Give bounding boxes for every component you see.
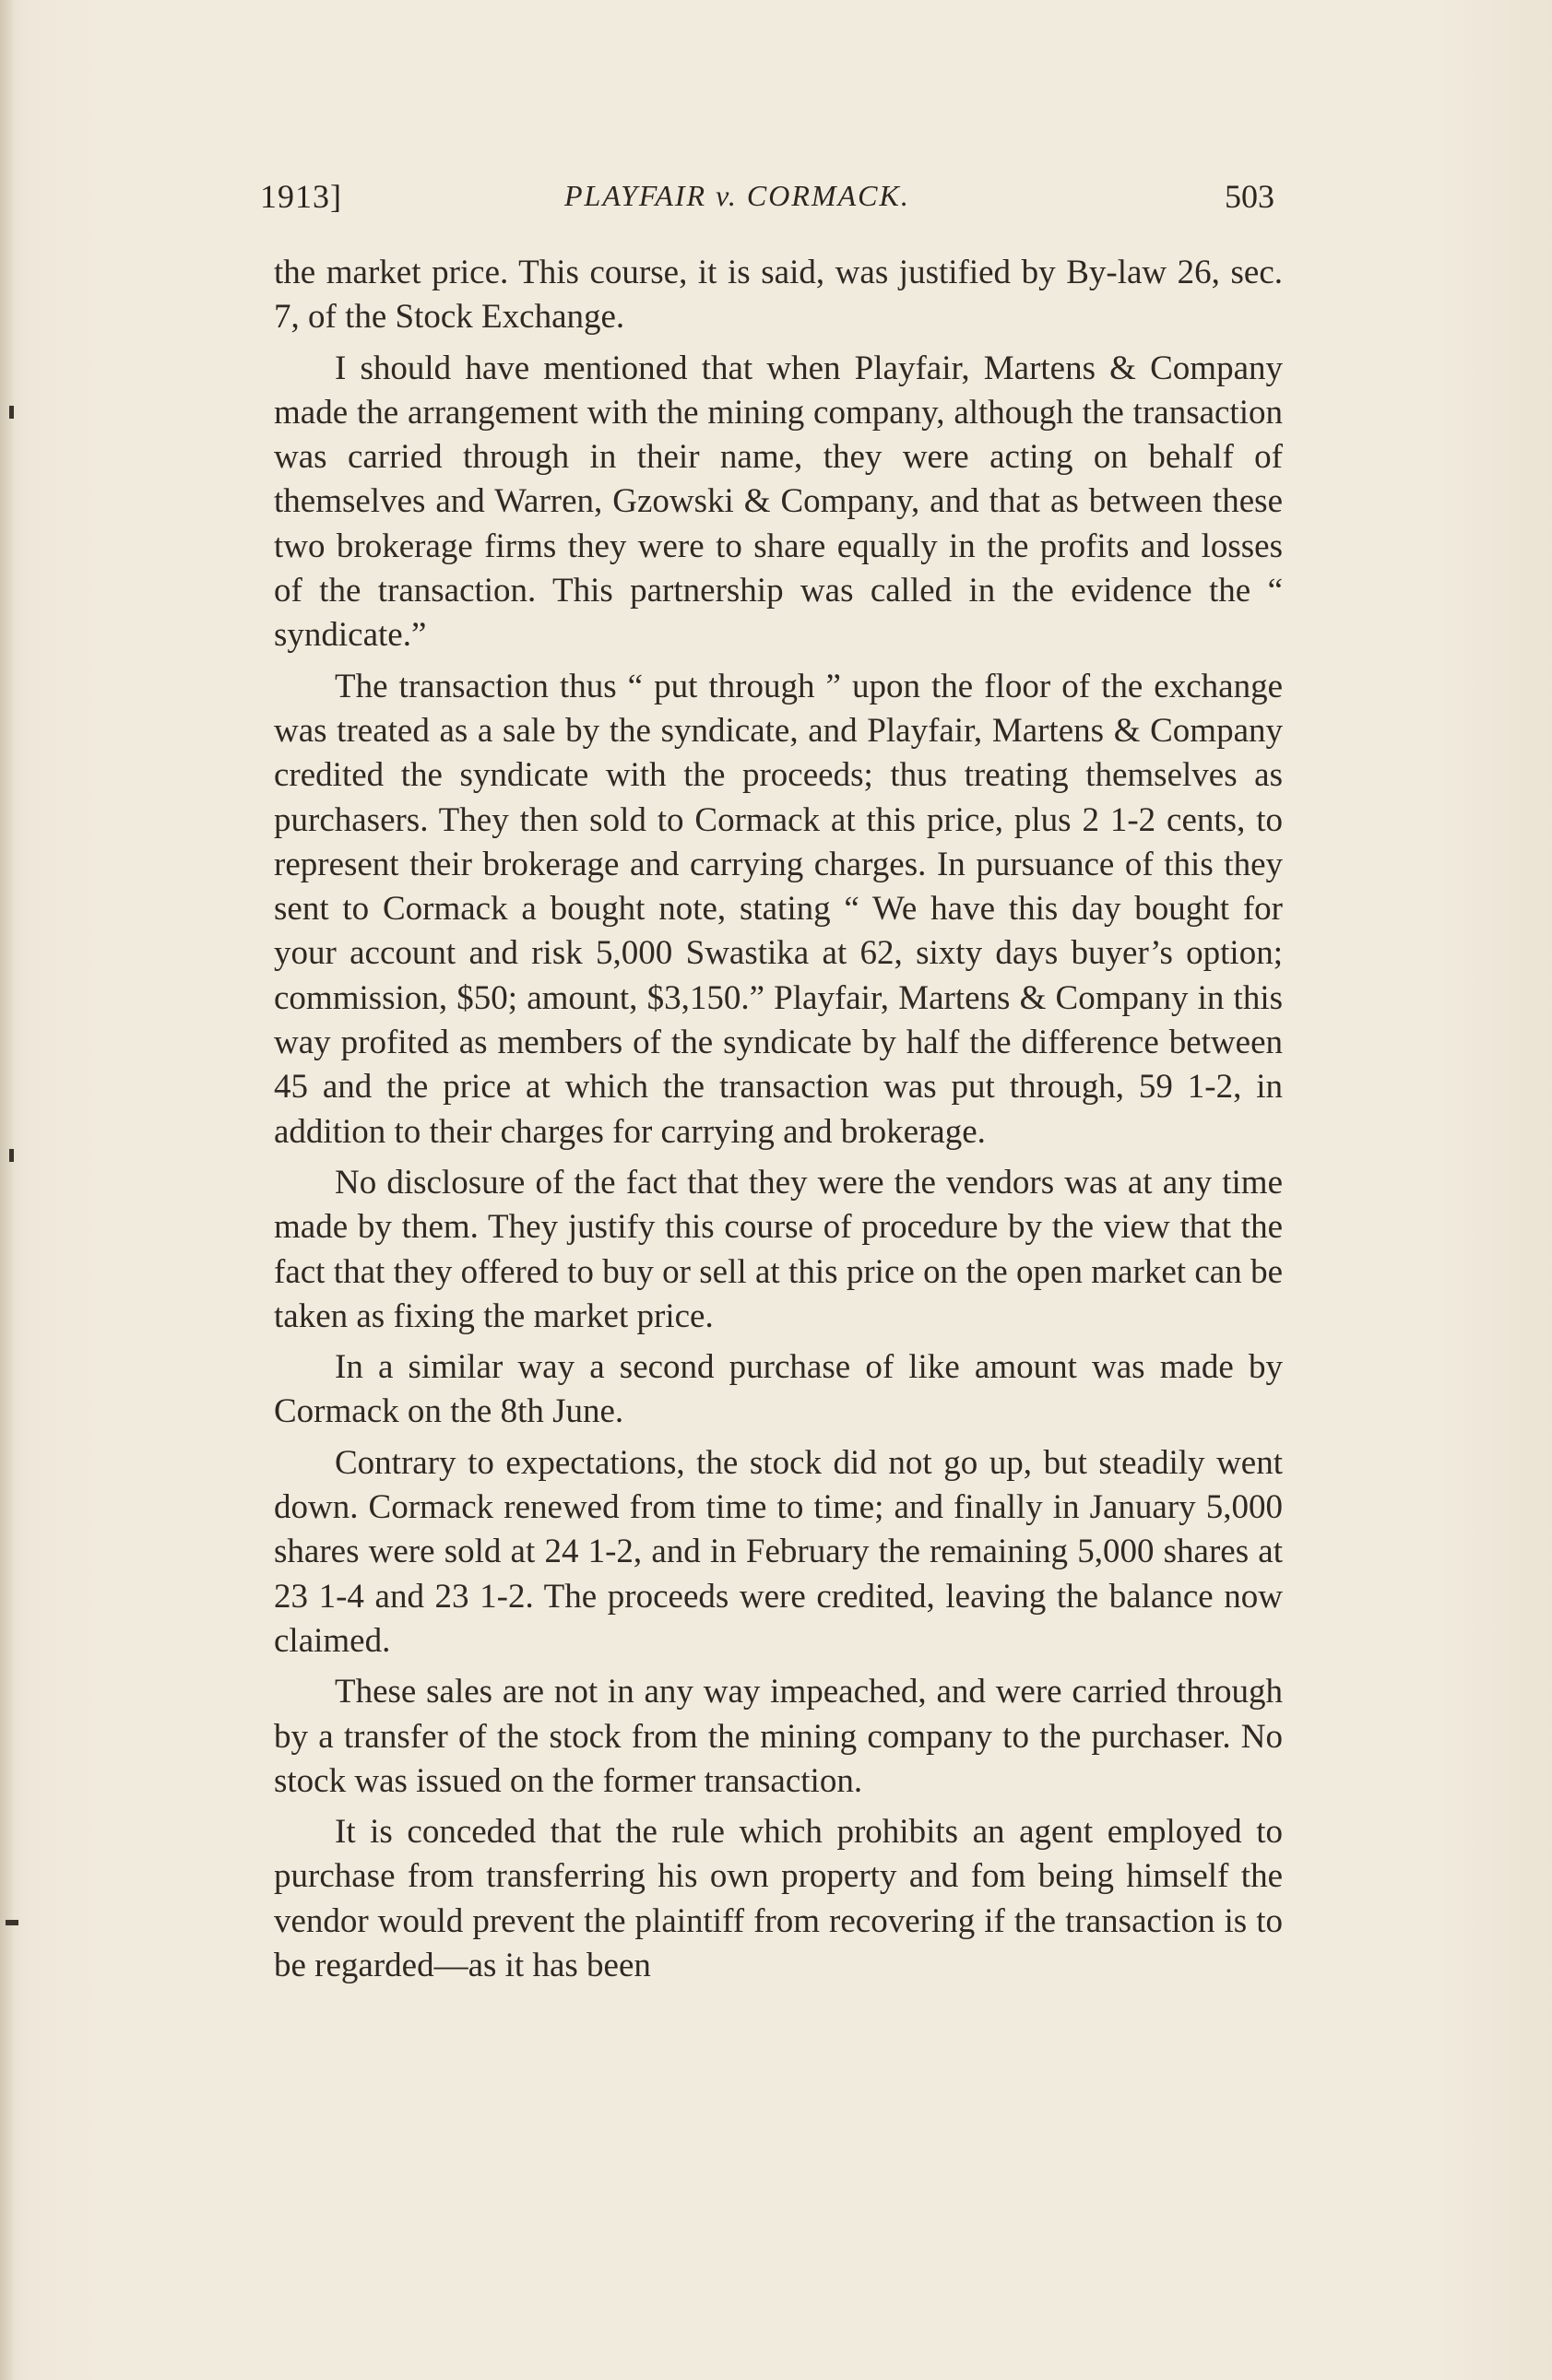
- paragraph: No disclosure of the fact that they were the vendors was at any time made by them. They justify this course of procedure by the view that the fact that they offered to buy or sell at this price on the open market can be taken as fixing the market price.: [274, 1163, 1283, 1335]
- paragraph: In a similar way a second purchase of like amount was made by Cormack on the 8th June.: [274, 1348, 1283, 1431]
- body-text: [274, 251, 1283, 1995]
- margin-mark: [9, 406, 14, 419]
- paragraph: the market price. This course, it is said, was justified by By-law 26, sec. 7, of the Stock Exchange.: [274, 254, 1283, 337]
- paragraph: Contrary to expectations, the stock did not go up, but steadily went down. Cormack renewed from time to time; and finally in January 5,000 shares were sold at 24 1-2, and in February the remaining 5,000 shares at 23 1-4 and 23 1-2. The proceeds were credited, leaving the balance now claimed.: [274, 1443, 1283, 1660]
- header-year: 1913]: [260, 178, 342, 215]
- margin-mark: [9, 1149, 14, 1162]
- margin-mark: [6, 1920, 18, 1925]
- running-title: PLAYFAIR v. CORMACK.: [564, 179, 910, 212]
- paragraph: The transaction thus “ put through ” upon the floor of the exchange was treated as a sale by the syndicate, and Playfair, Martens & Company credited the syndicate with the proceeds; thus treating themselves as purchasers. They then sold to Cormack at this price, plus 2 1-2 cents, to represent their brokerage and carrying charges. In pursuance of this they sent to Cormack a bought note, stating “ We have this day bought for your account and risk 5,000 Swastika at 62, sixty days buyer’s option; commission, $50; amount, $3,150.” Playfair, Martens & Company in this way profited as members of the syndicate by half the difference between 45 and the price at which the transaction was put through, 59 1-2, in addition to their charges for carrying and brokerage.: [274, 667, 1283, 1151]
- paragraph: It is conceded that the rule which prohibits an agent employed to purchase from transferring his own property and fom being himself the vendor would prevent the plaintiff from recovering if the transaction is to be regarded—as it has been: [274, 1813, 1283, 1984]
- page-number: 503: [1225, 178, 1274, 215]
- page-header: [260, 177, 1274, 223]
- paragraph: I should have mentioned that when Playfair, Martens & Company made the arrangement with the mining company, although the transaction was carried through in their name, they were acting on behalf of themselves and Warren, Gzowski & Company, and that as between these two brokerage firms they were to share equally in the profits and losses of the transaction. This partnership was called in the evidence the “ syndicate.”: [274, 349, 1283, 655]
- paragraph: These sales are not in any way impeached, and were carried through by a transfer of the stock from the mining company to the purchaser. No stock was issued on the former transaction.: [274, 1673, 1283, 1800]
- binding-edge: [0, 0, 13, 2380]
